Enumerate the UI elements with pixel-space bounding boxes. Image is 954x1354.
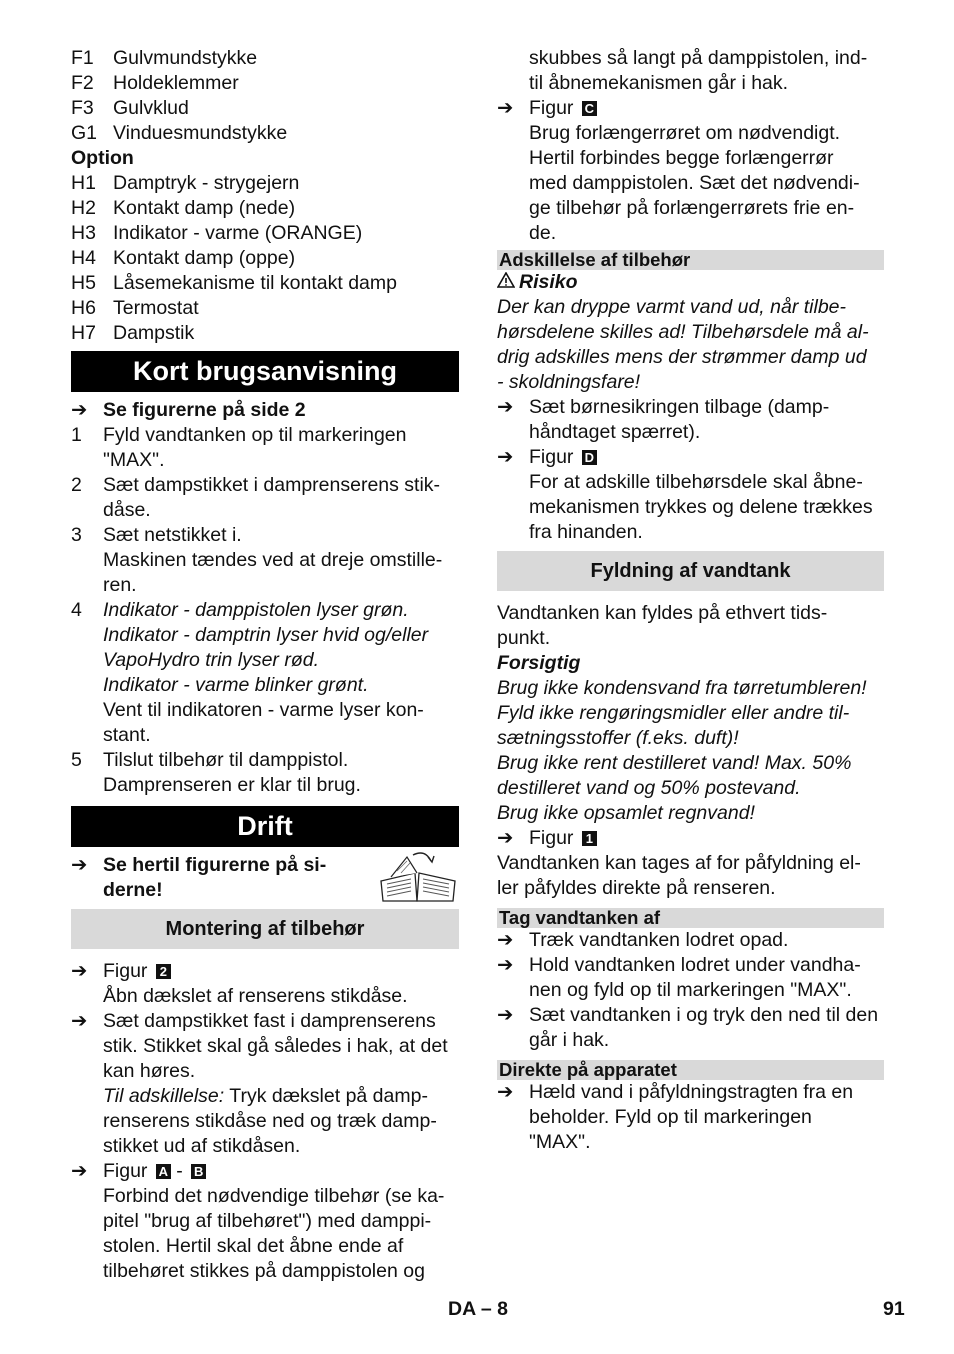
list-item: H4 Kontakt damp (oppe): [71, 247, 296, 269]
risk-text: Der kan dryppe varmt vand ud, når tilbe- hørsdelene skilles ad! Tilbehørsdele må al- drig adskilles mens der strømmer damp ud - skoldningsfare!: [497, 296, 869, 393]
arrow-right-icon: ➔: [71, 1010, 88, 1032]
step-1: 1 Fyld vandtanken op til markeringen "MAX".: [71, 424, 407, 471]
arrow-right-icon: ➔: [71, 1160, 88, 1182]
figure-badge: D: [582, 450, 597, 465]
arrow-right-icon: ➔: [497, 1004, 514, 1026]
list-item: H6 Termostat: [71, 297, 199, 319]
option-list: [71, 171, 459, 346]
adskillelse-item-2: ➔ Figur D For at adskille tilbehørsdele skal åbne- mekanismen trykkes og delene trækkes fra hinanden.: [497, 446, 873, 543]
step-4: 4 Indikator - damppistolen lyser grøn. Indikator - damptrin lyser hvid og/eller VapoHydro trin lyser rød. Indikator - varme blinker grønt. Vent til indikatoren - varme lyser kon- stant.: [71, 599, 429, 746]
arrow-right-icon: ➔: [497, 446, 514, 468]
arrow-right-icon: ➔: [497, 396, 514, 418]
montering-item-4: ➔ Figur C Brug forlængerrøret om nødvendigt. Hertil forbindes begge forlængerrør med damppistolen. Sæt det nødvendi- ge tilbehør på forlængerrørets frie en- de.: [497, 97, 860, 244]
section-heading-drift: Drift: [71, 806, 459, 847]
list-item: F3 Gulvklud: [71, 97, 189, 119]
figure-badge: B: [191, 1164, 206, 1179]
montering-continued: skubbes så langt på damppistolen, ind- til åbnemekanismen går i hak.: [529, 47, 868, 94]
direkte-item: ➔ Hæld vand i påfyldningstragten fra en beholder. Fyld op til markeringen "MAX".: [497, 1081, 854, 1153]
tag-item-2: ➔ Hold vandtanken lodret under vandha- nen og fyld op til markeringen "MAX".: [497, 954, 861, 1001]
fyldning-intro: Vandtanken kan fyldes på ethvert tids- punkt.: [497, 602, 828, 649]
subheading-tag: Tag vandtanken af: [497, 908, 884, 928]
arrow-right-icon: ➔: [71, 960, 88, 982]
open-book-icon: [377, 851, 459, 903]
step-5: 5 Tilslut tilbehør til damppistol. Damprenseren er klar til brug.: [71, 749, 361, 796]
step-3: 3 Sæt netstikket i. Maskinen tændes ved at dreje omstille- ren.: [71, 524, 443, 596]
arrow-right-icon: ➔: [71, 399, 88, 421]
montering-item-1: ➔ Figur 2 Åbn dækslet af renserens stikdåse.: [71, 960, 408, 1007]
caution-text: Brug ikke kondensvand fra tørretumbleren! Fyld ikke rengøringsmidler eller andre til- sætningsstoffer (f.eks. duft)! Brug ikke rent destilleret vand! Max. 50% destilleret vand og 50% postevand. Brug ikke opsamlet regnvand!: [497, 677, 867, 824]
page-code: DA – 8: [448, 1298, 508, 1320]
list-item: H5 Låsemekanisme til kontakt damp: [71, 272, 397, 294]
section-heading-montering: Montering af tilbehør: [71, 909, 459, 949]
drift-note: ➔ Se hertil figurerne på si- derne!: [71, 853, 459, 903]
right-column: [497, 46, 884, 1155]
figure-badge: 2: [156, 964, 171, 979]
tag-item-3: ➔ Sæt vandtanken i og tryk den ned til den går i hak.: [497, 1004, 879, 1051]
fyldning-figure-ref: ➔ Figur 1: [497, 826, 884, 851]
fyldning-after: Vandtanken kan tages af for påfyldning el- ler påfyldes direkte på renseren.: [497, 852, 861, 899]
arrow-right-icon: ➔: [497, 97, 514, 119]
risk-label: Risiko: [497, 270, 884, 295]
list-item: F2 Holdeklemmer: [71, 72, 239, 94]
montering-item-3: ➔ Figur A - B Forbind det nødvendige tilbehør (se ka- pitel "brug af tilbehøret") med damppi- stolen. Hertil skal det åbne ende af tilbehøret stikkes på damppistolen og: [71, 1160, 445, 1282]
left-column: [71, 46, 459, 1284]
subheading-adskillelse: Adskillelse af tilbehør: [497, 250, 884, 270]
caution-label: Forsigtig: [497, 652, 581, 674]
list-item: H7 Dampstik: [71, 322, 195, 344]
list-item: H3 Indikator - varme (ORANGE): [71, 222, 363, 244]
list-item: F1 Gulvmundstykke: [71, 47, 258, 69]
arrow-right-icon: ➔: [497, 954, 514, 976]
figure-badge: A: [156, 1164, 171, 1179]
list-item: G1 Vinduesmundstykke: [71, 122, 288, 144]
arrow-right-icon: ➔: [497, 929, 514, 951]
parts-list: [71, 46, 459, 146]
figure-badge: 1: [582, 831, 597, 846]
option-label: Option: [71, 147, 134, 169]
list-item: H2 Kontakt damp (nede): [71, 197, 296, 219]
subheading-direkte: Direkte på apparatet: [497, 1060, 884, 1080]
see-figures-note: ➔ Se figurerne på side 2: [71, 399, 306, 421]
page-number: 91: [883, 1298, 905, 1320]
list-item: H1 Damptryk - strygejern: [71, 172, 300, 194]
section-heading-fyldning: Fyldning af vandtank: [497, 551, 884, 591]
montering-item-2: ➔ Sæt dampstikket fast i damprenserens stik. Stikket skal gå således i hak, at det kan høres. Til adskillelse: Tryk dækslet på damp- renserens stikdåse ned og træk damp- stikket ud af stikdåsen.: [71, 1010, 448, 1157]
figure-badge: C: [582, 101, 597, 116]
section-heading-kort: Kort brugsanvisning: [71, 351, 459, 392]
tag-item-1: ➔ Træk vandtanken lodret opad.: [497, 929, 789, 951]
arrow-right-icon: ➔: [497, 1081, 514, 1103]
warning-icon: [497, 270, 519, 295]
arrow-right-icon: ➔: [71, 854, 88, 876]
adskillelse-item-1: ➔ Sæt børnesikringen tilbage (damp- håndtaget spærret).: [497, 396, 830, 443]
step-2: 2 Sæt dampstikket i damprenserens stik- dåse.: [71, 474, 441, 521]
arrow-right-icon: ➔: [497, 827, 514, 849]
